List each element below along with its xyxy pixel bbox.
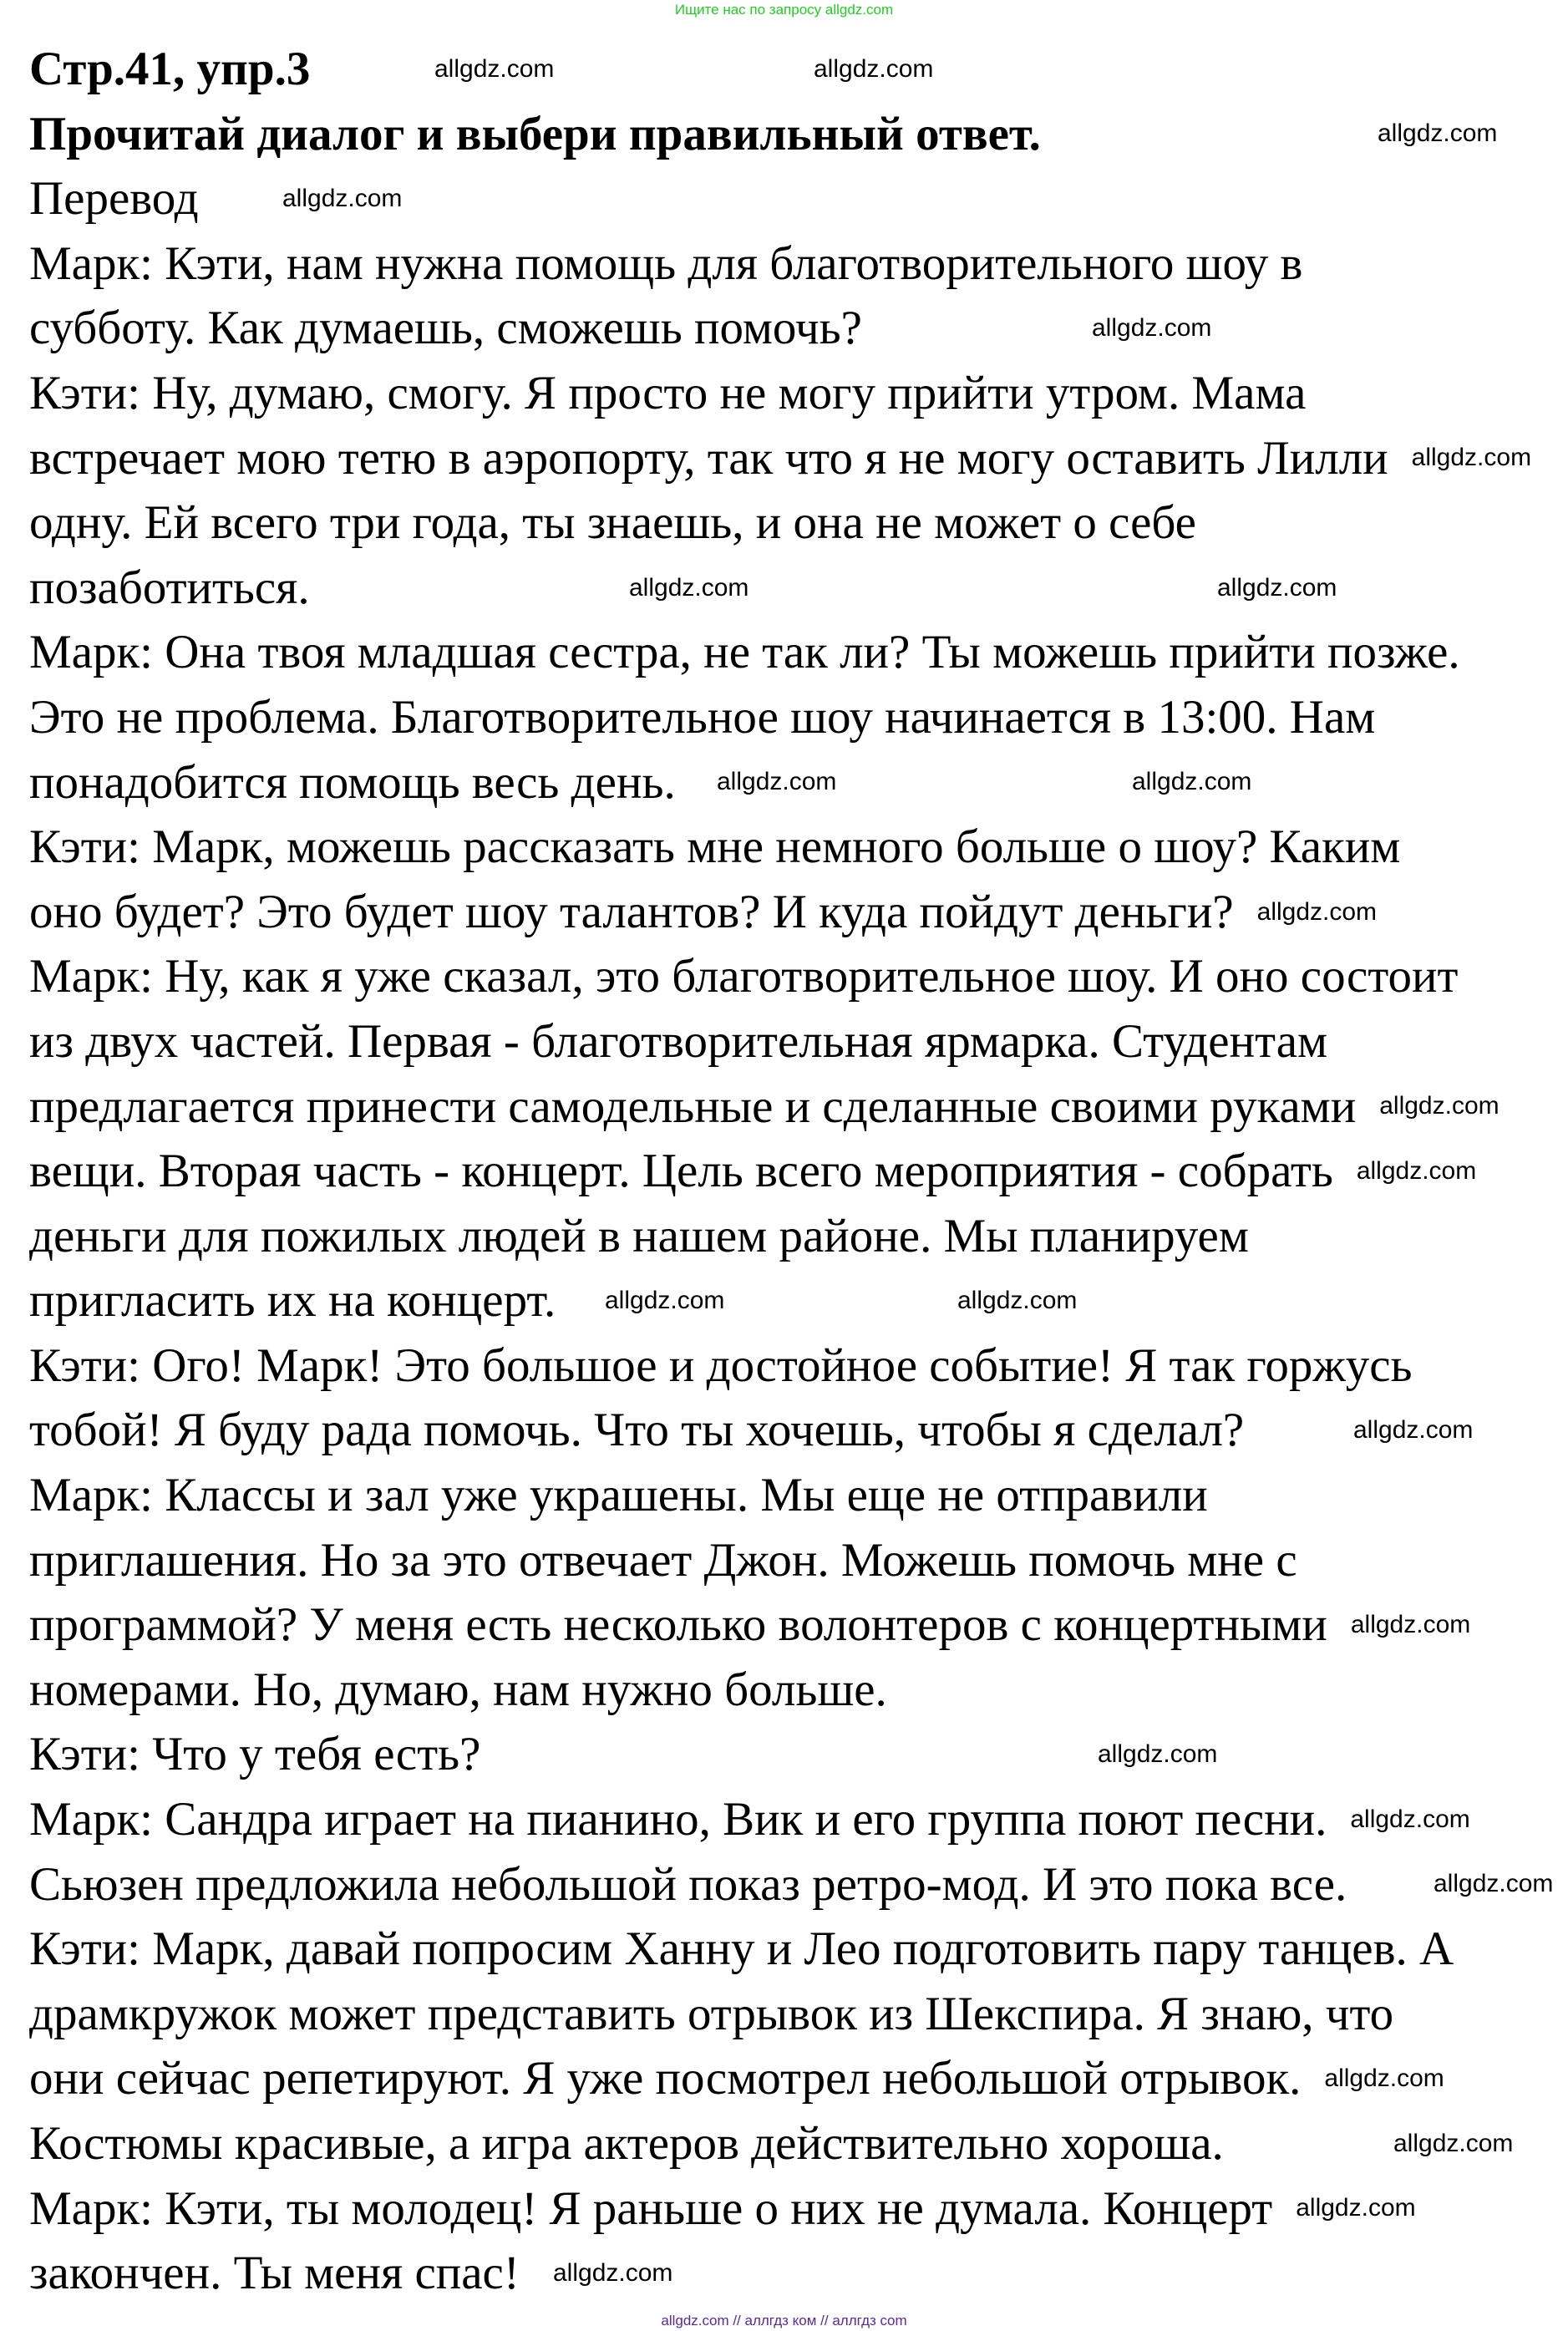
watermark: allgdz.com <box>1324 2064 1444 2093</box>
translation-label: Перевод <box>29 172 199 226</box>
dialog-line: из двух частей. Первая - благотворительная ярмарка. Студентам <box>29 1014 1328 1068</box>
watermark: allgdz.com <box>717 768 837 796</box>
dialog-line: они сейчас репетируют. Я уже посмотрел небольшой отрывок. <box>29 2052 1302 2105</box>
dialog-line: Марк: Сандра играет на пианино, Вик и его группа поют песни. <box>29 1793 1327 1846</box>
watermark: allgdz.com <box>1353 1416 1474 1445</box>
watermark: allgdz.com <box>1098 1740 1218 1769</box>
dialog-line: понадобится помощь весь день. <box>29 755 676 809</box>
dialog-line: пригласить их на концерт. <box>29 1274 556 1328</box>
watermark: allgdz.com <box>1434 1870 1554 1898</box>
dialog-line: Костюмы красивые, а игра актеров действительно хороша. <box>29 2117 1224 2170</box>
watermark: allgdz.com <box>1350 1805 1470 1833</box>
dialog-line: Марк: Кэти, нам нужна помощь для благотворительного шоу в <box>29 236 1303 290</box>
document-body <box>29 37 1460 2306</box>
dialog-line: номерами. Но, думаю, нам нужно больше. <box>29 1663 887 1716</box>
watermark: allgdz.com <box>629 573 749 602</box>
watermark: allgdz.com <box>1296 2194 1416 2222</box>
bottom-note: allgdz.com // аллгдз ком // аллгдз com <box>661 2313 907 2328</box>
watermark: allgdz.com <box>605 1287 725 1315</box>
watermark: allgdz.com <box>1379 1092 1499 1120</box>
dialog-line: Кэти: Марк, можешь рассказать мне немного больше о шоу? Каким <box>29 820 1401 874</box>
dialog-line: Марк: Она твоя младшая сестра, не так ли? Ты можешь прийти позже. <box>29 626 1460 679</box>
watermark: allgdz.com <box>957 1287 1078 1315</box>
watermark: allgdz.com <box>1132 768 1252 796</box>
dialog-line: Марк: Ну, как я уже сказал, это благотворительное шоу. И оно состоит <box>29 950 1459 1003</box>
watermark: allgdz.com <box>1393 2129 1514 2157</box>
dialog-line: Кэти: Что у тебя есть? <box>29 1728 481 1781</box>
dialog-line: программой? У меня есть несколько волонтеров с концертными <box>29 1598 1327 1652</box>
dialog-line: оно будет? Это будет шоу талантов? И куда пойдут деньги? <box>29 885 1234 938</box>
dialog-line: закончен. Ты меня спас! <box>29 2247 520 2300</box>
watermark: allgdz.com <box>282 184 403 212</box>
dialog-line: Марк: Классы и зал уже украшены. Мы еще не отправили <box>29 1469 1208 1522</box>
dialog-line: Это не проблема. Благотворительное шоу начинается в 13:00. Нам <box>29 690 1376 744</box>
dialog-line: Кэти: Ну, думаю, смогу. Я просто не могу прийти утром. Мама <box>29 366 1307 419</box>
dialog-line: тобой! Я буду рада помочь. Что ты хочешь, чтобы я сделал? <box>29 1404 1245 1457</box>
dialog-line: Марк: Кэти, ты молодец! Я раньше о них не думала. Концерт <box>29 2181 1273 2235</box>
watermark: allgdz.com <box>1378 119 1498 148</box>
watermark: allgdz.com <box>1217 573 1337 602</box>
dialog-line: приглашения. Но за это отвечает Джон. Можешь помочь мне с <box>29 1533 1297 1587</box>
dialog-line: Сьюзен предложила небольшой показ ретро-мод. И это пока все. <box>29 1857 1347 1911</box>
watermark: allgdz.com <box>1356 1156 1477 1185</box>
dialog-line: встречает мою тетю в аэропорту, так что я не могу оставить Лилли <box>29 431 1388 485</box>
watermark: allgdz.com <box>814 54 934 83</box>
page-title: Стр.41, упр.3 <box>29 43 311 95</box>
dialog-line: позаботиться. <box>29 561 310 614</box>
watermark: allgdz.com <box>1092 314 1212 343</box>
watermark: allgdz.com <box>434 54 555 83</box>
dialog-line: драмкружок может представить отрывок из Шекспира. Я знаю, что <box>29 1987 1394 2040</box>
dialog-line: одну. Ей всего три года, ты знаешь, и она не может о себе <box>29 496 1196 550</box>
dialog-line: субботу. Как думаешь, сможешь помочь? <box>29 302 862 355</box>
watermark: allgdz.com <box>1350 1611 1471 1639</box>
dialog-line: предлагается принести самодельные и сделанные своими руками <box>29 1079 1357 1133</box>
watermark: allgdz.com <box>553 2258 673 2287</box>
top-search-note: Ищите нас по запросу allgdz.com <box>674 2 894 18</box>
dialog-line: деньги для пожилых людей в нашем районе. Мы планируем <box>29 1209 1249 1262</box>
watermark: allgdz.com <box>1411 444 1532 472</box>
watermark: allgdz.com <box>1256 897 1378 926</box>
task-heading: Прочитай диалог и выбери правильный ответ. <box>29 107 1041 160</box>
dialog-line: Кэти: Марк, давай попросим Ханну и Лео подготовить пару танцев. А <box>29 1922 1454 1976</box>
dialog-line: вещи. Вторая часть - концерт. Цель всего мероприятия - собрать <box>29 1145 1333 1198</box>
dialog-line: Кэти: Ого! Марк! Это большое и достойное событие! Я так горжусь <box>29 1338 1413 1392</box>
